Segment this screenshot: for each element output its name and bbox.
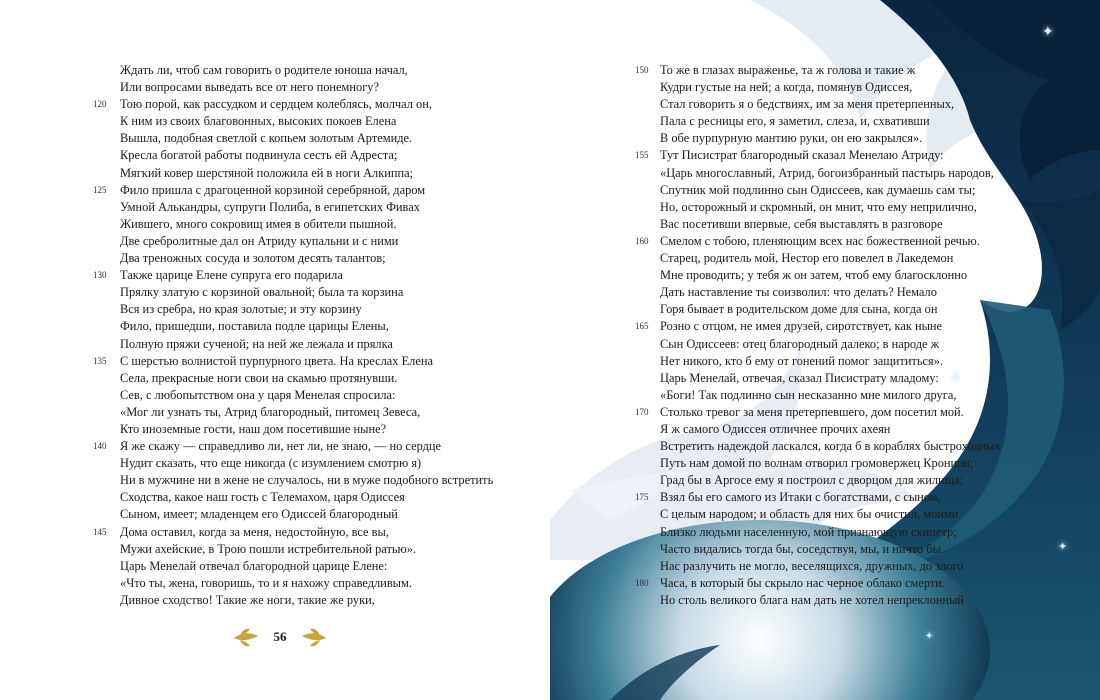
verse-line xyxy=(93,96,540,113)
line-number: 180 xyxy=(635,577,649,588)
verse-line xyxy=(660,558,1010,575)
star-icon: ✦ xyxy=(1058,541,1068,553)
verse-line xyxy=(635,318,1010,335)
verse-text: С целым народом; и область для них бы очистил, моими xyxy=(660,507,959,522)
verse-line xyxy=(120,250,540,267)
verse-line xyxy=(635,62,1010,79)
verse-text: То же в глазах выраженье, та ж голова и такие ж xyxy=(660,63,916,77)
verse-line xyxy=(120,199,540,216)
verse-text: Жившего, много сокровищ имея в обители пышной. xyxy=(120,216,397,231)
verse-text: Тут Писистрат благородный сказал Менелаю Атриду: xyxy=(660,148,944,163)
verse-line xyxy=(93,182,540,199)
star-icon: ✦ xyxy=(1042,25,1054,40)
verse-line xyxy=(120,541,540,558)
verse-text: Ждать ли, чтоб сам говорить о родителе юноша начал, xyxy=(120,63,408,77)
verse-text: Мягкий ковер шерстяной положила ей в ноги Алкиппа; xyxy=(120,165,414,180)
line-number: 150 xyxy=(635,65,649,75)
verse-text: Сын Одиссеев: отец благородный далеко; в народе ж xyxy=(660,336,940,351)
verse-line xyxy=(660,96,1010,113)
verse-text: Дивное сходство! Такие же ноги, такие же руки, xyxy=(120,592,375,607)
verse-text: Взял бы его самого из Итаки с богатствами, с сыном, xyxy=(660,490,941,505)
verse-line xyxy=(660,353,1010,370)
verse-text: Кто иноземные гости, наш дом посетившие ныне? xyxy=(120,421,387,436)
line-number: 120 xyxy=(93,99,107,110)
line-number: 125 xyxy=(93,184,107,195)
verse-line xyxy=(120,79,540,96)
line-number: 165 xyxy=(635,321,649,332)
verse-text: Тою порой, как рассудком и сердцем колеблясь, молчал он, xyxy=(120,97,432,112)
verse-text: Кудри густые на ней; а когда, помянув Одиссея, xyxy=(660,80,913,95)
verse-text: Я же скажу — справедливо ли, нет ли, не знаю, — но сердце xyxy=(120,439,442,454)
verse-text: «Боги! Так подлинно сын несказанно мне милого друга, xyxy=(660,387,957,402)
verse-text: Два треножных сосуда и золотом десять талантов; xyxy=(120,251,386,266)
verse-text: Часто видались тогда бы, соседствуя, мы, и ничто бы xyxy=(660,541,941,556)
verse-text: Фило пришла с драгоценной корзиной серебряной, даром xyxy=(120,182,426,197)
verse-text: Или вопросами выведать все от него понемногу? xyxy=(120,80,379,95)
verse-line xyxy=(660,267,1010,284)
verse-line xyxy=(120,165,540,182)
verse-line xyxy=(120,147,540,164)
verse-line xyxy=(635,233,1010,250)
verse-line xyxy=(120,216,540,233)
verse-text: Сев, с любопытством она у царя Менелая спросила: xyxy=(120,387,396,402)
verse-line xyxy=(120,506,540,523)
verse-line xyxy=(660,199,1010,216)
verse-line xyxy=(635,404,1010,421)
verse-line xyxy=(660,455,1010,472)
verse-line xyxy=(660,250,1010,267)
verse-line xyxy=(120,301,540,318)
verse-text: Но, осторожный и скромный, он мнит, что ему неприлично, xyxy=(660,199,977,214)
verse-line xyxy=(660,370,1010,387)
verse-text: С шерстью волнистой пурпурного цвета. На креслах Елена xyxy=(120,353,433,368)
verse-line xyxy=(660,592,1010,609)
verse-line xyxy=(120,489,540,506)
verse-text: Вас посетивши впервые, себя выставлять в разговоре xyxy=(660,216,943,231)
verse-text: Стал говорить я о бедствиях, им за меня претерпенных, xyxy=(660,97,955,112)
verse-line xyxy=(660,387,1010,404)
verse-line xyxy=(120,62,540,79)
verse-line xyxy=(660,438,1010,455)
verse-line xyxy=(660,216,1010,233)
verse-line xyxy=(635,489,1010,506)
page-number-ornament xyxy=(230,626,330,650)
verse-text: «Царь многославный, Атрид, богоизбранный пастырь народов, xyxy=(660,165,994,180)
verse-text: Мужи ахейские, в Трою пошли истребительной ратью». xyxy=(120,541,417,556)
verse-text: Нас разлучить не могло, веселящихся, дружных, до злого xyxy=(660,558,964,573)
verse-line xyxy=(120,575,540,592)
line-number: 160 xyxy=(635,235,649,246)
line-number: 175 xyxy=(635,492,649,503)
verse-text: Я ж самого Одиссея отличнее прочих ахеян xyxy=(660,421,891,436)
verse-line xyxy=(120,113,540,130)
verse-line xyxy=(660,301,1010,318)
verse-text: Нет никого, кто б ему от гонений помог защититься». xyxy=(660,353,944,368)
verse-text: Царь Менелай отвечал благородной царице Елене: xyxy=(120,558,388,573)
verse-line xyxy=(660,165,1010,182)
verse-text: Горя бывает в родительском доме для сына, когда он xyxy=(660,302,938,317)
verse-line xyxy=(120,370,540,387)
verse-text: Старец, родитель мой, Нестор его повелел в Лакедемон xyxy=(660,251,954,266)
verse-text: Мне проводить; у тебя ж он затем, чтоб ему благосклонно xyxy=(660,268,968,283)
verse-line xyxy=(93,438,540,455)
star-icon: ✦ xyxy=(925,631,934,642)
verse-line xyxy=(660,113,1010,130)
verse-line xyxy=(120,233,540,250)
page-number: 56 xyxy=(273,629,287,644)
verse-line xyxy=(93,353,540,370)
verse-line xyxy=(120,336,540,353)
verse-text: Фило, пришедши, поставила подле царицы Елены, xyxy=(120,319,389,334)
verse-text: Две сребролитные дал он Атриду купальни и с ними xyxy=(120,233,399,248)
verse-line xyxy=(120,318,540,335)
verse-line xyxy=(660,182,1010,199)
verse-text: Вышла, подобная светлой с копьем золотым Артемиде. xyxy=(120,131,413,146)
verse-line xyxy=(120,558,540,575)
verse-text: Град бы в Аргосе ему я построил с дворцом для жилища; xyxy=(660,473,964,488)
verse-text: «Что ты, жена, говоришь, то и я нахожу справедливым. xyxy=(120,575,412,590)
verse-text: Часа, в который бы скрыло нас черное облако смерти. xyxy=(660,575,946,590)
line-number: 145 xyxy=(93,526,107,537)
verse-text: Сходства, какое наш гость с Телемахом, царя Одиссея xyxy=(120,490,405,505)
verse-text: Дома оставил, когда за меня, недостойную, все вы, xyxy=(120,524,389,539)
verse-text: Полную пряжи сученой; на ней же лежала и прялка xyxy=(120,336,393,351)
verse-text: Но столь великого блага нам дать не хотел непреклонный xyxy=(660,592,965,607)
verse-text: Ни в мужчине ни в жене не случалось, ни в муже подобного встретить xyxy=(120,473,494,488)
verse-text: Нудит сказать, что еще никогда (с изумлением смотрю я) xyxy=(120,456,422,471)
verse-text: Прялку златую с корзиной овальной; была та корзина xyxy=(120,285,404,300)
verse-line xyxy=(660,506,1010,523)
verse-line xyxy=(93,267,540,284)
verse-text: В обе пурпурную мантию руки, он ею закрылся». xyxy=(660,131,923,146)
left-verse-column xyxy=(93,62,540,609)
verse-line xyxy=(660,524,1010,541)
verse-line xyxy=(120,284,540,301)
verse-text: Путь нам домой по волнам отворил громовержец Кронион; xyxy=(660,456,974,471)
verse-text: Дать наставление ты соизволил: что делать? Немало xyxy=(660,285,937,300)
line-number: 130 xyxy=(93,270,107,281)
verse-text: Кресла богатой работы подвинула сесть ей Адреста; xyxy=(120,148,398,163)
verse-text: Вся из сребра, но края золотые; и эту корзину xyxy=(120,302,362,317)
verse-line xyxy=(120,130,540,147)
verse-text: «Мог ли узнать ты, Атрид благородный, питомец Зевеса, xyxy=(120,404,421,419)
line-number: 135 xyxy=(93,355,107,366)
verse-line xyxy=(660,284,1010,301)
verse-line xyxy=(120,387,540,404)
verse-text: К ним из своих благовонных, высоких покоев Елена xyxy=(120,114,397,129)
verse-text: Царь Менелай, отвечая, сказал Писистрату младому: xyxy=(660,370,939,385)
verse-line xyxy=(635,147,1010,164)
verse-text: Также царице Елене супруга его подарила xyxy=(120,268,343,283)
verse-line xyxy=(660,472,1010,489)
verse-text: Близко людьми населенную, мой признающую скипетр; xyxy=(660,524,957,539)
verse-text: Спутник мой подлинно сын Одиссеев, как думаешь сам ты; xyxy=(660,182,976,197)
verse-line xyxy=(660,421,1010,438)
verse-text: Умной Алькандры, супруги Полиба, в египетских Фивах xyxy=(120,199,420,214)
verse-text: Столько тревог за меня претерпевшего, дом посетил мой. xyxy=(660,404,964,419)
verse-text: Смелом с тобою, пленяющим всех нас божественной речью. xyxy=(660,233,980,248)
verse-line xyxy=(660,541,1010,558)
verse-line xyxy=(120,404,540,421)
verse-text: Пала с ресницы его, я заметил, слеза, и, схвативши xyxy=(660,114,930,129)
line-number: 155 xyxy=(635,150,649,161)
verse-line xyxy=(120,472,540,489)
verse-line xyxy=(635,575,1010,592)
verse-text: Сыном, имеет; младенцем его Одиссей благородный xyxy=(120,507,398,522)
verse-text: Села, прекрасные ноги свои на скамью протянувши. xyxy=(120,370,398,385)
line-number: 140 xyxy=(93,441,107,452)
verse-text: Розно с отцом, не имея друзей, сиротствует, как ныне xyxy=(660,319,943,334)
verse-text: Встретить надеждой ласкался, когда б в кораблях быстроходных xyxy=(660,439,1001,454)
verse-line xyxy=(120,421,540,438)
right-verse-column xyxy=(635,62,1010,609)
line-number: 170 xyxy=(635,406,649,417)
verse-line xyxy=(120,592,540,609)
verse-line xyxy=(93,524,540,541)
verse-line xyxy=(660,336,1010,353)
verse-line xyxy=(660,79,1010,96)
verse-line xyxy=(660,130,1010,147)
star-icon: ✦ xyxy=(950,371,962,386)
verse-line xyxy=(120,455,540,472)
